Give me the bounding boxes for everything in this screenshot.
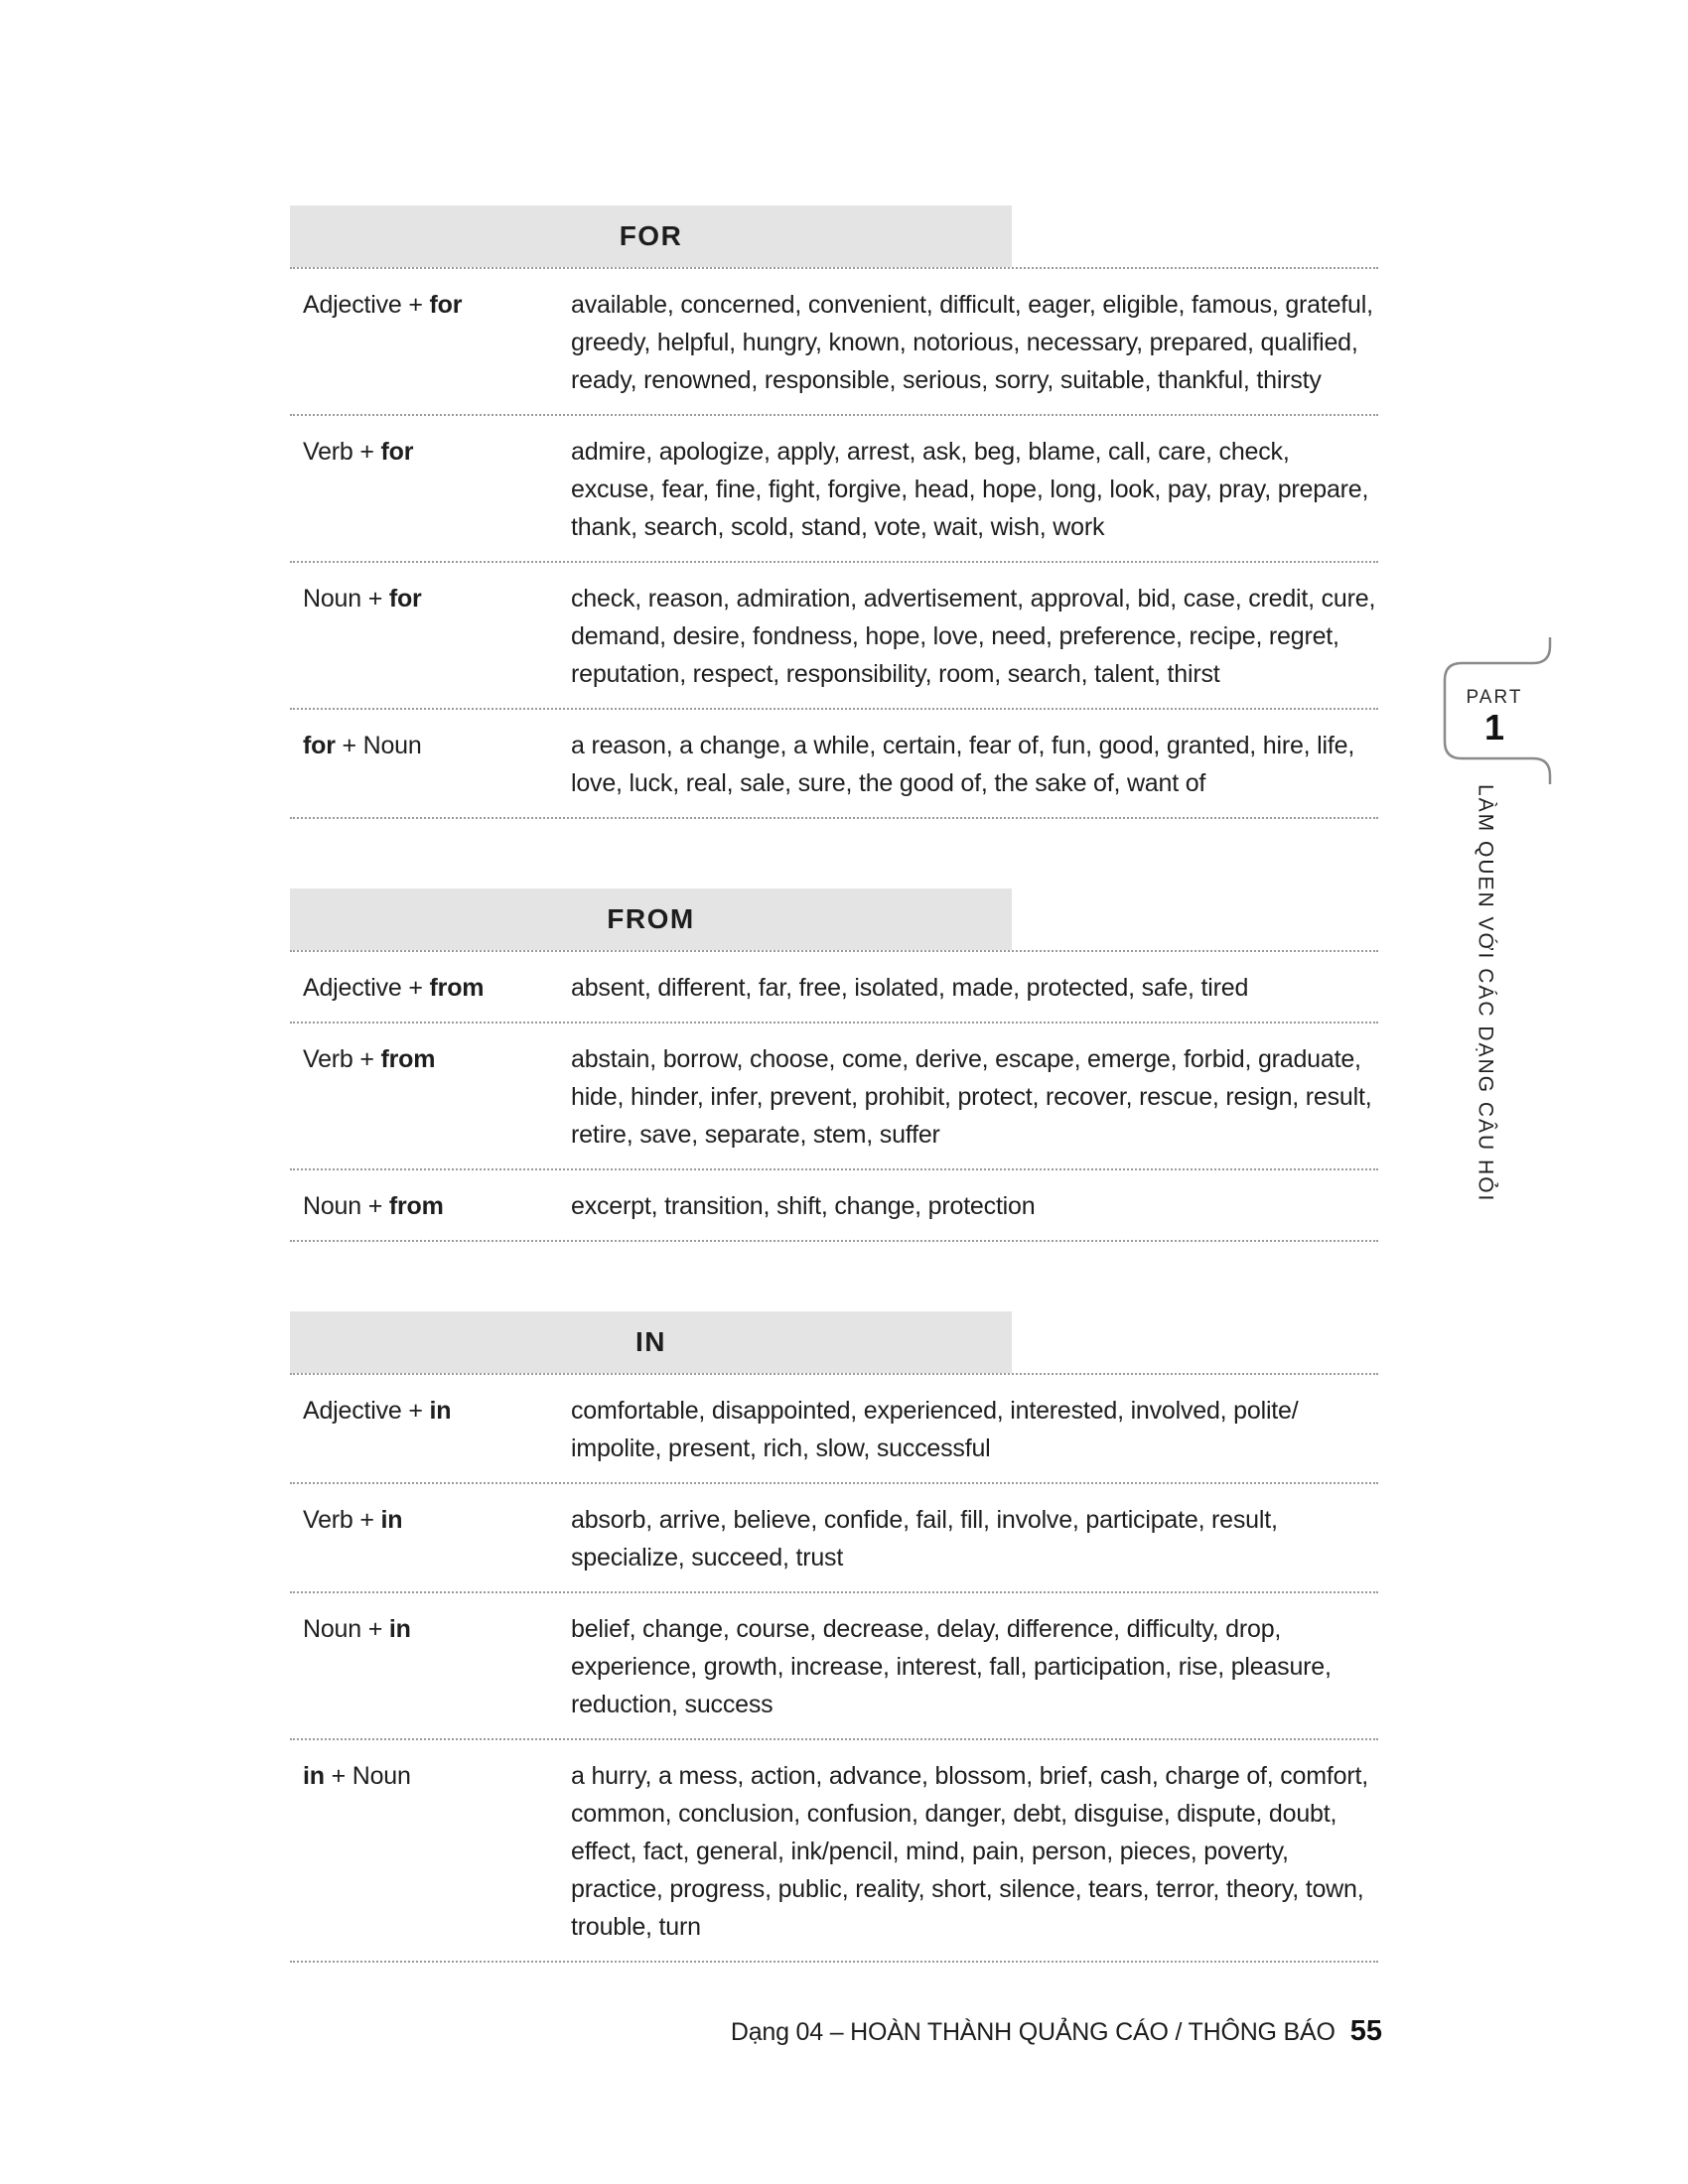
row-label-bold: in xyxy=(429,1397,452,1425)
row-words: available, concerned, convenient, difficult, eager, eligible, famous, grateful, greedy, helpful, hungry, known, notorious, necessary, prepared, qualified, ready, renowned, responsible, serious, sorry, suitable, thankful, thirsty xyxy=(571,291,1373,394)
in-table xyxy=(290,1311,1378,1963)
page-content xyxy=(290,205,1378,2032)
table-row xyxy=(290,416,1378,563)
row-label-text: Adjective + xyxy=(303,974,430,1002)
row-label xyxy=(290,1501,571,1576)
row-label xyxy=(290,1757,571,1946)
table-row xyxy=(290,1740,1378,1963)
row-label xyxy=(290,286,571,399)
table-row xyxy=(290,563,1378,710)
row-label-bold: from xyxy=(429,974,485,1002)
row-label-text: + Noun xyxy=(335,732,422,759)
table-row xyxy=(290,710,1378,819)
for-table-header xyxy=(290,205,1378,269)
table-row xyxy=(290,269,1378,416)
table-title: IN xyxy=(290,1311,1012,1373)
row-label-bold: for xyxy=(303,732,336,759)
row-label xyxy=(290,1610,571,1723)
row-label-text: Adjective + xyxy=(303,291,430,319)
row-label-text: Verb + xyxy=(303,1045,381,1073)
row-words: abstain, borrow, choose, come, derive, escape, emerge, forbid, graduate, hide, hinder, infer, prevent, prohibit, protect, recover, rescue, resign, result, retire, save, separate, stem, suffer xyxy=(571,1045,1372,1149)
row-words: check, reason, admiration, advertisement, approval, bid, case, credit, cure, demand, desire, fondness, hope, love, need, preference, recipe, regret, reputation, respect, responsibility, room, search, talent, thirst xyxy=(571,585,1376,688)
row-words: excerpt, transition, shift, change, protection xyxy=(571,1192,1036,1220)
row-label-bold: in xyxy=(380,1506,403,1534)
footer xyxy=(0,2015,1382,2048)
row-label xyxy=(290,1040,571,1154)
table-row xyxy=(290,1024,1378,1170)
row-label xyxy=(290,727,571,802)
part-number: 1 xyxy=(1483,707,1505,748)
row-label-text: Adjective + xyxy=(303,1397,430,1425)
part-label: PART xyxy=(1466,687,1523,708)
row-label xyxy=(290,433,571,546)
row-label-bold: for xyxy=(429,291,463,319)
row-label-bold: from xyxy=(380,1045,436,1073)
row-words: admire, apologize, apply, arrest, ask, beg, blame, call, care, check, excuse, fear, fine, fight, forgive, head, hope, long, look, pay, pray, prepare, thank, search, scold, stand, vote, wait, wish, work xyxy=(571,438,1369,541)
row-label-text: Verb + xyxy=(303,438,381,466)
row-label-text: + Noun xyxy=(324,1762,411,1790)
footer-section-label: Dạng 04 – HOÀN THÀNH QUẢNG CÁO / THÔNG BÁO xyxy=(730,2018,1336,2046)
row-words: a reason, a change, a while, certain, fear of, fun, good, granted, hire, life, love, luck, real, sale, sure, the good of, the sake of, want of xyxy=(571,732,1355,797)
row-words: absent, different, far, free, isolated, made, protected, safe, tired xyxy=(571,974,1249,1002)
row-label xyxy=(290,580,571,693)
row-label-bold: for xyxy=(388,585,422,613)
row-label-text: Verb + xyxy=(303,1506,381,1534)
table-row xyxy=(290,952,1378,1024)
from-table xyxy=(290,888,1378,1242)
row-label xyxy=(290,969,571,1007)
sidebar-vertical-title: LÀM QUEN VỚI CÁC DẠNG CÂU HỎI xyxy=(1474,784,1497,1203)
for-table xyxy=(290,205,1378,819)
row-label xyxy=(290,1392,571,1467)
row-label-text: Noun + xyxy=(303,1192,389,1220)
row-words: belief, change, course, decrease, delay, difference, difficulty, drop, experience, growth, increase, interest, fall, participation, rise, pleasure, reduction, success xyxy=(571,1615,1332,1718)
table-row xyxy=(290,1593,1378,1740)
row-label-bold: in xyxy=(388,1615,411,1643)
row-label-bold: for xyxy=(380,438,414,466)
table-row xyxy=(290,1484,1378,1593)
row-words: comfortable, disappointed, experienced, interested, involved, polite/ impolite, present, rich, slow, successful xyxy=(571,1397,1299,1462)
row-label-text: Noun + xyxy=(303,1615,389,1643)
table-title: FOR xyxy=(290,205,1012,267)
in-table-header xyxy=(290,1311,1378,1375)
table-row xyxy=(290,1170,1378,1242)
table-title: FROM xyxy=(290,888,1012,950)
table-row xyxy=(290,1375,1378,1484)
row-label-text: Noun + xyxy=(303,585,389,613)
from-table-header xyxy=(290,888,1378,952)
row-words: a hurry, a mess, action, advance, blossom, brief, cash, charge of, comfort, common, conclusion, confusion, danger, debt, disguise, dispute, doubt, effect, fact, general, ink/pencil, mind, pain, person, pieces, poverty, practice, progress, public, reality, short, silence, tears, terror, theory, town, trouble, turn xyxy=(571,1762,1368,1941)
row-label-bold: from xyxy=(388,1192,444,1220)
row-label-bold: in xyxy=(303,1762,325,1790)
page-number: 55 xyxy=(1349,2015,1382,2047)
row-label xyxy=(290,1187,571,1225)
row-words: absorb, arrive, believe, confide, fail, fill, involve, participate, result, specialize, succeed, trust xyxy=(571,1506,1278,1571)
